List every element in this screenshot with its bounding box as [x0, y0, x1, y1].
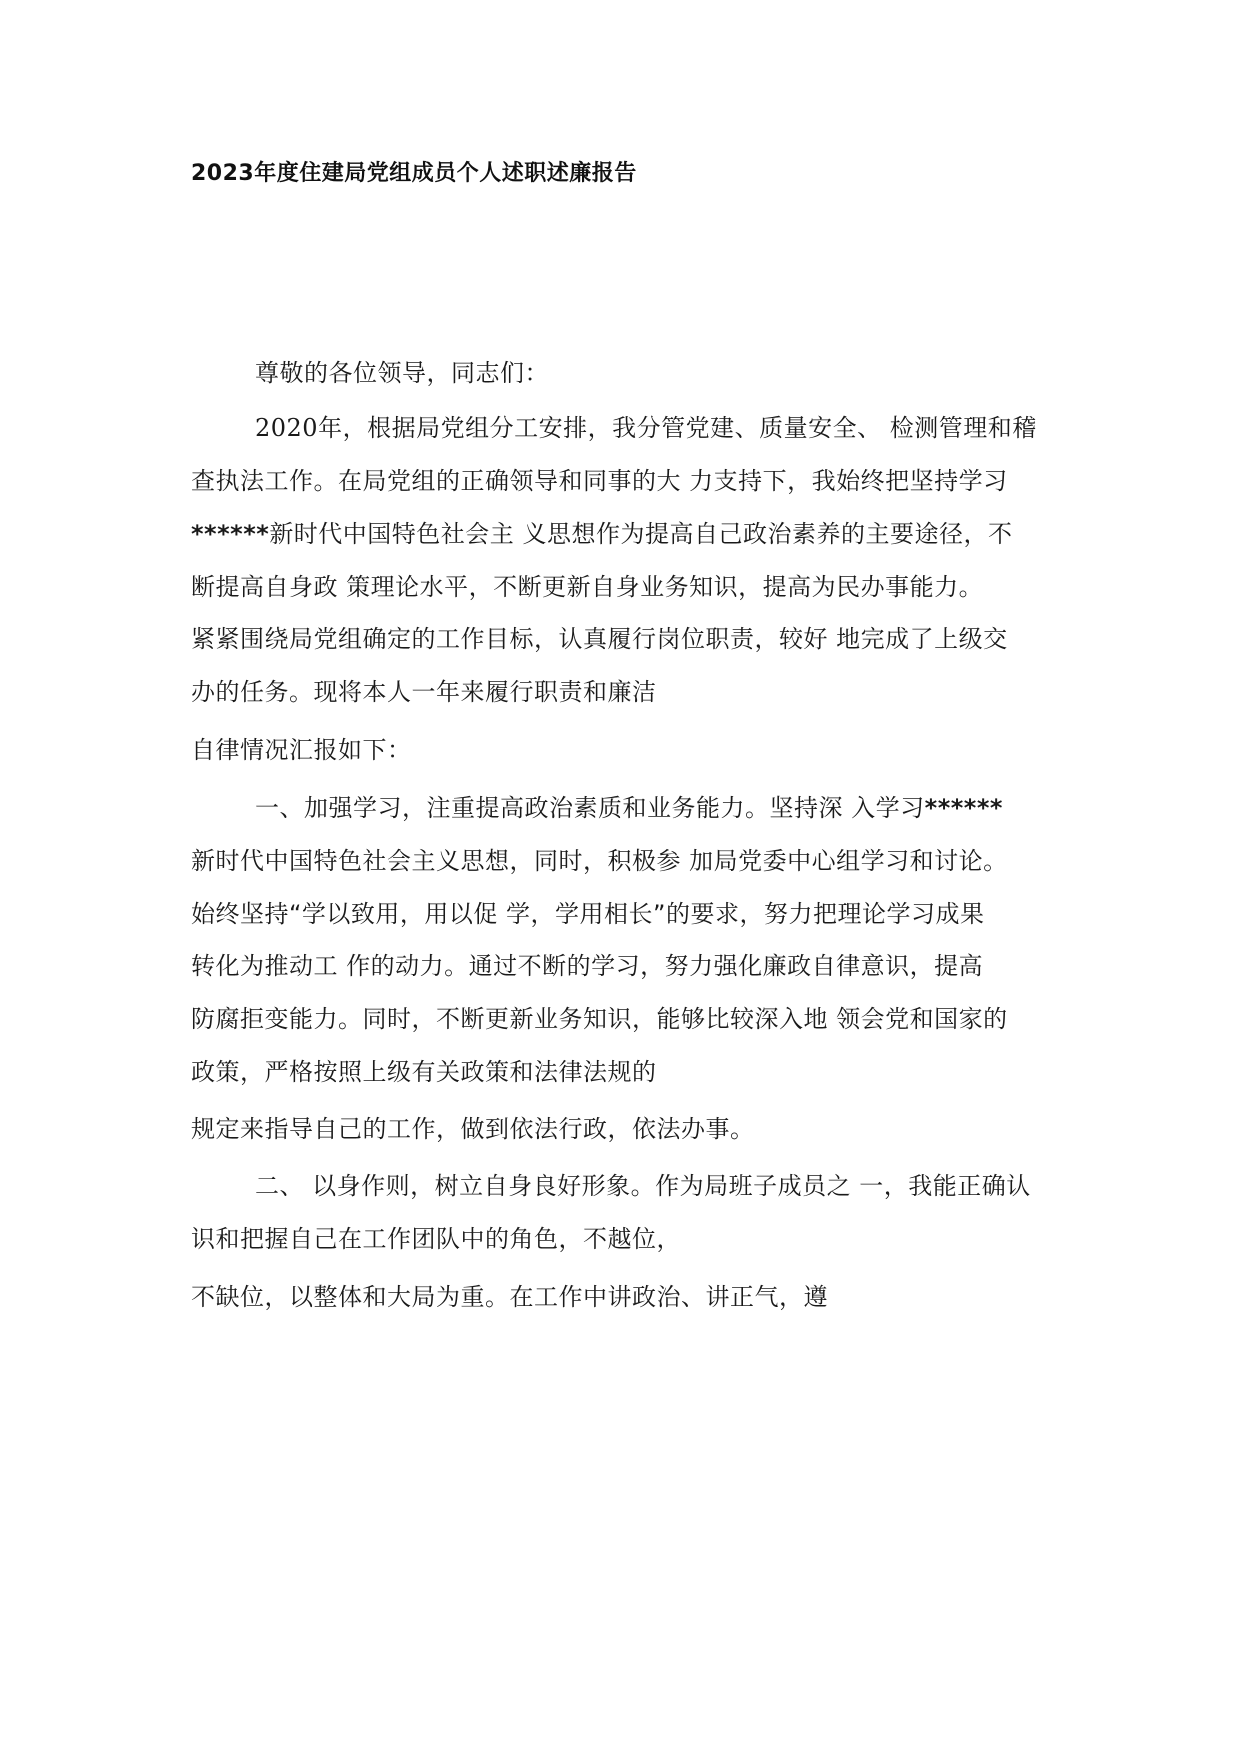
- paragraph-1-line-7: 自律情况汇报如下：: [191, 736, 412, 764]
- paragraph-1-line-5: 紧紧围绕局党组确定的工作目标，认真履行岗位职责，较好 地完成了上级交: [191, 625, 1008, 653]
- paragraph-2-line-6: 政策，严格按照上级有关政策和法律法规的: [191, 1058, 657, 1086]
- paragraph-2-line-1: [255, 788, 1003, 823]
- salutation: 尊敬的各位领导，同志们：: [255, 359, 549, 387]
- paragraph-3-line-2: 识和把握自己在工作团队中的角色，不越位，: [191, 1225, 681, 1253]
- paragraph-3-line-3: 不缺位，以整体和大局为重。在工作中讲政治、讲正气，遵: [191, 1283, 828, 1311]
- paragraph-1-line-2: 查执法工作。在局党组的正确领导和同事的大 力支持下，我始终把坚持学习: [191, 467, 1008, 495]
- paragraph-1-line-1: [255, 408, 1037, 443]
- paragraph-1-line-6: 办的任务。现将本人一年来履行职责和廉洁: [191, 678, 657, 706]
- redacted-stars: ******: [191, 520, 270, 548]
- document-title: 2023年度住建局党组成员个人述职述廉报告: [191, 161, 637, 186]
- paragraph-2-line-1-text: 一、加强学习，注重提高政治素质和业务能力。坚持深 入学习: [255, 794, 925, 822]
- paragraph-2-line-7: 规定来指导自己的工作，做到依法行政，依法办事。: [191, 1115, 755, 1143]
- paragraph-2-line-3: 始终坚持“学以致用，用以促 学，学用相长”的要求，努力把理论学习成果: [191, 900, 985, 928]
- paragraph-2-line-5: 防腐拒变能力。同时，不断更新业务知识，能够比较深入地 领会党和国家的: [191, 1005, 1008, 1033]
- paragraph-3-line-1: 二、 以身作则，树立自身良好形象。作为局班子成员之 一，我能正确认: [255, 1172, 1031, 1200]
- paragraph-1-line-3: [191, 514, 1012, 549]
- paragraph-1-line-3-text: 新时代中国特色社会主 义思想作为提高自己政治素养的主要途径，不: [269, 520, 1013, 548]
- year-text: 2020: [255, 414, 319, 442]
- paragraph-1-line-1-text: 年，根据局党组分工安排，我分管党建、质量安全、 检测管理和稽: [318, 414, 1037, 442]
- paragraph-2-line-4: 转化为推动工 作的动力。通过不断的学习，努力强化廉政自律意识，提高: [191, 952, 984, 980]
- redacted-stars: ******: [924, 794, 1003, 822]
- paragraph-1-line-4: 断提高自身政 策理论水平，不断更新自身业务知识，提高为民办事能力。: [191, 573, 984, 601]
- paragraph-2-line-2: 新时代中国特色社会主义思想，同时，积极参 加局党委中心组学习和讨论。: [191, 847, 1008, 875]
